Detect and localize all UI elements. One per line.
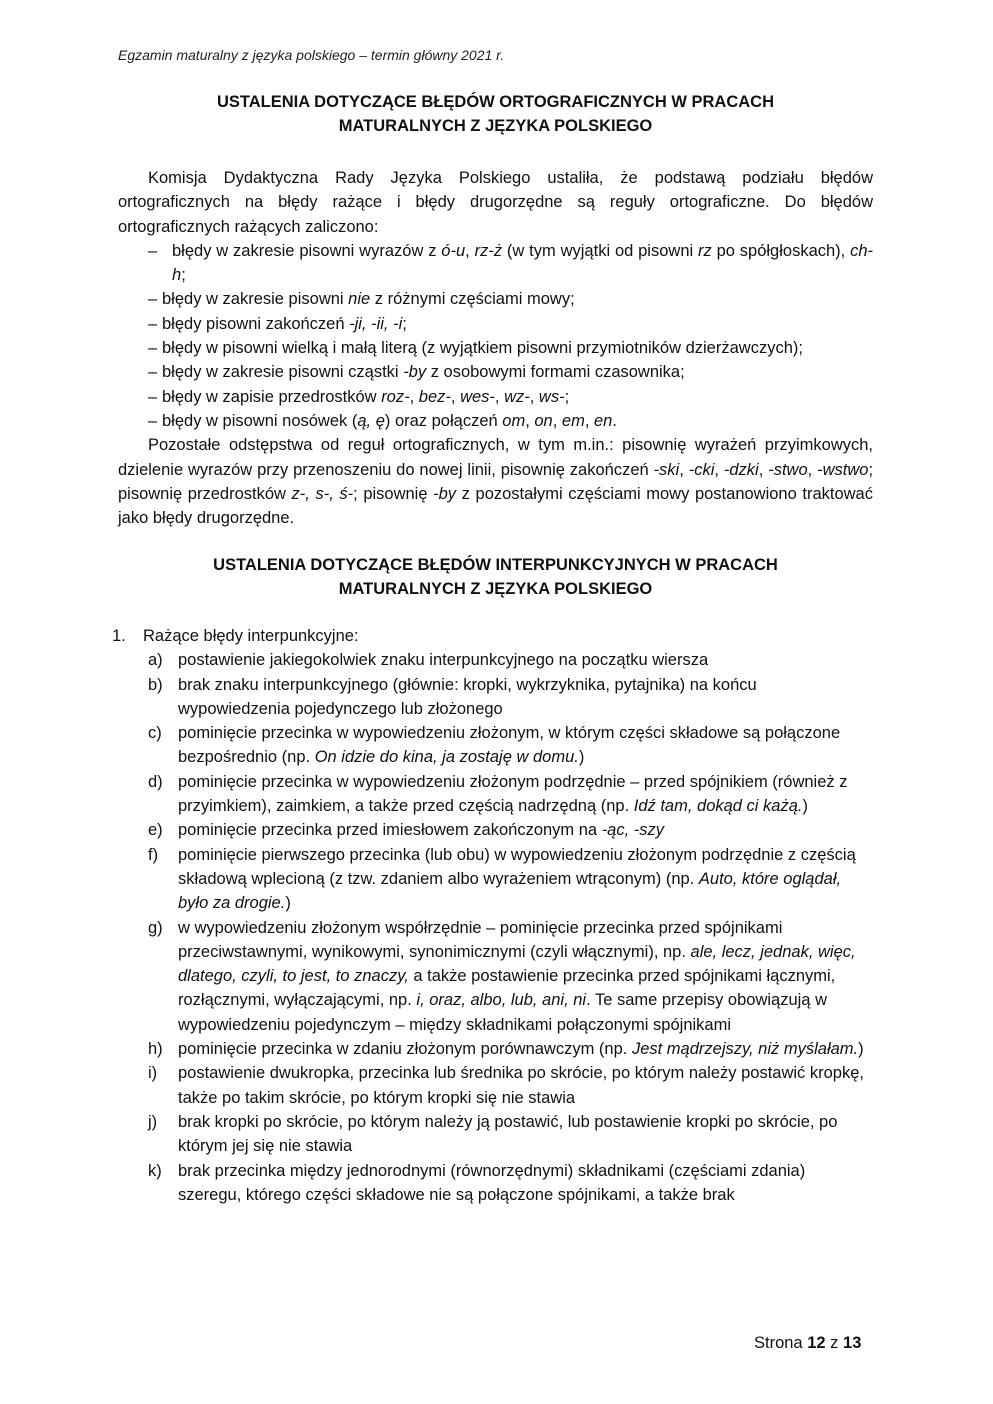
page-prefix: Strona — [754, 1334, 803, 1352]
text-run: , — [714, 460, 724, 479]
list-item-text — [162, 312, 873, 336]
text-run: ) — [285, 894, 291, 913]
list-item-text — [178, 1061, 873, 1110]
italic-text: en — [594, 411, 613, 430]
list-item-text — [162, 385, 873, 409]
current-page: 12 — [807, 1334, 826, 1352]
text-run: błędy w zakresie pisowni wyrazów z — [172, 241, 442, 260]
list-item-text — [178, 648, 873, 672]
text-run: , — [758, 460, 769, 479]
dash-marker: – — [148, 387, 158, 406]
text-run: z pozostałymi częściami mowy postanowiono traktować jako błędy drugorzędne. — [118, 484, 873, 528]
italic-text: on — [534, 411, 553, 430]
italic-text: -ji, -ii, -i — [349, 314, 403, 333]
text-run: . Te same przepisy obowiązują w wypowiedzeniu pojedynczym – między składnikami połączonymi spójnikami — [178, 991, 827, 1034]
text-run: błędy pisowni zakończeń — [162, 314, 350, 333]
italic-text: -ąc, -szy — [601, 821, 665, 840]
text-run: , — [529, 387, 539, 406]
text-run: , — [807, 460, 818, 479]
list-letter: g) — [148, 918, 163, 937]
list-item — [148, 843, 873, 916]
text-run: ) — [578, 748, 585, 767]
list-letter: d) — [148, 772, 163, 791]
text-run: ; pisownię przedrostków — [118, 460, 874, 503]
list-letter: f) — [148, 845, 159, 864]
italic-text: z-, s-, ś- — [291, 484, 354, 503]
dash-marker: – — [148, 411, 158, 430]
italic-text: -wstwo — [817, 460, 869, 479]
italic-text: ó-u — [441, 241, 466, 260]
list-item-text — [162, 409, 873, 433]
list-item-text — [178, 673, 873, 722]
text-run: , — [679, 460, 689, 479]
text-run: po spółgłoskach), — [711, 241, 851, 260]
text-run: błędy w pisowni wielką i małą literą (z wyjątkiem pisowni przymiotników dzierżawczych); — [162, 339, 803, 358]
italic-text: ą, ę — [357, 411, 385, 430]
italic-text: rz — [698, 241, 712, 260]
italic-text: rz-ż — [474, 241, 503, 260]
text-run: błędy w zakresie pisowni — [162, 290, 349, 309]
orthography-section — [118, 166, 873, 530]
italic-text: Auto, które oglądał, było za drogie. — [178, 869, 842, 913]
punctuation-heading-line1: USTALENIA DOTYCZĄCE BŁĘDÓW INTERPUNKCYJNYCH W PRACACH — [213, 556, 778, 574]
text-run: pominięcie pierwszego przecinka (lub obu) w wypowiedzeniu złożonym podrzędnie z częścią składową wplecioną (z tzw. zdaniem albo wyrażeniem wtrąconym) (np. — [178, 845, 856, 888]
text-run: ; — [402, 314, 407, 333]
italic-text: -stwo — [768, 460, 808, 479]
text-run: ) — [858, 1040, 864, 1059]
italic-text: wz- — [504, 387, 530, 406]
list-letter: j) — [148, 1112, 158, 1131]
list-item — [118, 385, 873, 409]
italic-text: -ski — [653, 460, 680, 479]
list-letter: k) — [148, 1161, 162, 1180]
text-run: pominięcie przecinka w wypowiedzeniu złożonym, w którym części składowe są połączone bezpośrednio (np. — [178, 724, 841, 767]
text-run: , — [525, 411, 535, 430]
italic-text: -by — [433, 484, 457, 503]
italic-text: om — [502, 411, 526, 430]
italic-text: bez- — [418, 387, 451, 406]
dash-marker: – — [148, 290, 158, 309]
list-item-text — [162, 336, 873, 360]
list-item-text — [178, 1110, 873, 1159]
list-item-text — [178, 916, 873, 1037]
list-item — [148, 648, 873, 672]
list-item — [148, 916, 873, 1037]
text-run: błędy w zakresie pisowni cząstki — [162, 363, 404, 382]
italic-text: Idź tam, dokąd ci każą. — [633, 797, 803, 816]
list-item-text — [162, 360, 873, 384]
italic-text: nie — [348, 290, 371, 309]
list-item-text — [178, 818, 873, 842]
list-item — [118, 287, 873, 311]
dash-marker: – — [148, 314, 158, 333]
list-item — [148, 1159, 873, 1208]
dash-marker: – — [148, 241, 158, 260]
list-item — [148, 770, 873, 819]
text-run: brak znaku interpunkcyjnego (głównie: kropki, wykrzyknika, pytajnika) na końcu wypowiedzenia pojedynczego lub złożonego — [178, 675, 757, 718]
list-letter: i) — [148, 1064, 158, 1083]
list-item — [118, 360, 873, 384]
list-item — [118, 239, 873, 288]
italic-text: -dzki — [723, 460, 759, 479]
text-run: pominięcie przecinka przed imiesłowem zakończonym na — [178, 821, 602, 840]
list-item — [118, 312, 873, 336]
orthography-intro: Komisja Dydaktyczna Rady Języka Polskiego ustaliła, że podstawą podziału błędów ortograficznych na błędy rażące i błędy drugorzędne są reguły ortograficzne. Do błędów ortograficznych rażących zaliczono: — [118, 169, 873, 236]
list-letter: b) — [148, 675, 163, 694]
text-run: , — [552, 411, 562, 430]
italic-text: ch-h — [172, 241, 874, 285]
text-run: , — [465, 241, 475, 260]
running-header: Egzamin maturalny z języka polskiego – termin główny 2021 r. — [118, 47, 505, 63]
italic-text: ws- — [538, 387, 565, 406]
orthography-heading-line2: MATURALNYCH Z JĘZYKA POLSKIEGO — [338, 117, 653, 135]
list-item-text — [178, 843, 873, 916]
orthography-heading-line1: USTALENIA DOTYCZĄCE BŁĘDÓW ORTOGRAFICZNYCH W PRACACH — [216, 93, 774, 111]
text-run: ) oraz połączeń — [384, 411, 503, 430]
list-letter: a) — [148, 651, 163, 670]
list-letter: h) — [148, 1040, 163, 1059]
text-run: z osobowymi formami czasownika; — [426, 363, 685, 382]
orthography-closing — [118, 433, 873, 530]
list-title: Rażące błędy interpunkcyjne: — [143, 627, 359, 645]
text-run: . — [612, 411, 617, 430]
punctuation-sub-list — [112, 648, 873, 1207]
text-run: błędy w pisowni nosówek ( — [162, 411, 358, 430]
list-item — [118, 409, 873, 433]
list-item-text — [178, 770, 873, 819]
list-item-text — [172, 239, 873, 288]
text-run: postawienie jakiegokolwiek znaku interpunkcyjnego na początku wiersza — [178, 651, 709, 670]
text-run: ; pisownię — [353, 484, 434, 503]
text-run: pominięcie przecinka w wypowiedzeniu złożonym podrzędnie – przed spójnikiem (również z przyimkiem), zaimkiem, a także przed częścią nadrzędną (np. — [178, 772, 848, 816]
list-item-text — [178, 1159, 873, 1208]
dash-marker: – — [148, 339, 158, 358]
list-item — [148, 673, 873, 722]
list-item — [148, 721, 873, 770]
punctuation-section — [112, 624, 873, 1207]
text-run: ; — [564, 387, 570, 406]
italic-text: -by — [403, 363, 427, 382]
italic-text: roz- — [381, 387, 410, 406]
orthography-list — [118, 239, 873, 433]
italic-text: -cki — [688, 460, 715, 479]
punctuation-heading-line2: MATURALNYCH Z JĘZYKA POLSKIEGO — [338, 580, 653, 598]
italic-text: On idzie do kina, ja zostaję w domu. — [314, 748, 579, 767]
list-item-text — [162, 287, 873, 311]
text-run: postawienie dwukropka, przecinka lub średnika po skrócie, po którym należy postawić kropkę, także po takim skrócie, po którym kropki się nie stawia — [178, 1064, 864, 1107]
text-run: a także postawienie przecinka przed spójnikami łącznymi, rozłącznymi, wyłączającymi, np. — [178, 967, 836, 1010]
list-item — [118, 336, 873, 360]
dash-marker: – — [148, 363, 158, 382]
text-run: brak kropki po skrócie, po którym należy ją postawić, lub postawienie kropki po skrócie, po którym jej się nie stawia — [178, 1112, 838, 1156]
text-run: z różnymi częściami mowy; — [370, 290, 575, 309]
text-run: , — [450, 387, 461, 406]
text-run: ) — [802, 797, 808, 816]
list-item — [148, 1037, 873, 1061]
text-run: błędy w zapisie przedrostków — [162, 387, 382, 406]
page-number — [754, 1334, 861, 1353]
italic-text: ale, lecz, jednak, więc, dlatego, czyli, to jest, to znaczy, — [178, 942, 856, 986]
list-item — [112, 624, 873, 648]
text-run: Pozostałe odstępstwa od reguł ortograficznych, w tym m.in.: pisownię wyrażeń przyimkowych, dzielenie wyrazów przy przenoszeniu do nowej linii, pisownię zakończeń — [118, 436, 873, 479]
list-item — [148, 818, 873, 842]
text-run: ; — [181, 266, 186, 285]
list-item — [148, 1110, 873, 1159]
text-run: brak przecinka między jednorodnymi (równorzędnymi) składnikami (częściami zdania) szeregu, którego części składowe nie są połączone spójnikami, a także brak — [178, 1161, 806, 1204]
list-item-text — [178, 721, 873, 770]
text-run: , — [409, 387, 419, 406]
list-letter: e) — [148, 821, 163, 840]
text-run: , — [494, 387, 505, 406]
list-letter: c) — [148, 724, 162, 743]
italic-text: Jest mądrzejszy, niż myślałam. — [631, 1040, 859, 1059]
orthography-heading — [118, 90, 873, 138]
italic-text: i, oraz, albo, lub, ani, ni — [416, 991, 587, 1010]
italic-text: em — [561, 411, 585, 430]
list-item-text — [178, 1037, 873, 1061]
page-of: z — [830, 1334, 839, 1352]
list-item — [148, 1061, 873, 1110]
punctuation-heading — [118, 553, 873, 601]
italic-text: wes- — [460, 387, 495, 406]
list-number: 1. — [112, 627, 126, 645]
text-run: pominięcie przecinka w zdaniu złożonym porównawczym (np. — [178, 1040, 632, 1059]
text-run: (w tym wyjątki od pisowni — [502, 241, 698, 260]
text-run: , — [584, 411, 594, 430]
total-pages: 13 — [843, 1334, 862, 1352]
text-run: w wypowiedzeniu złożonym współrzędnie – pominięcie przecinka przed spójnikami przeciwstawnymi, wynikowymi, synonimicznymi (czyli włącznymi), np. — [178, 918, 783, 961]
